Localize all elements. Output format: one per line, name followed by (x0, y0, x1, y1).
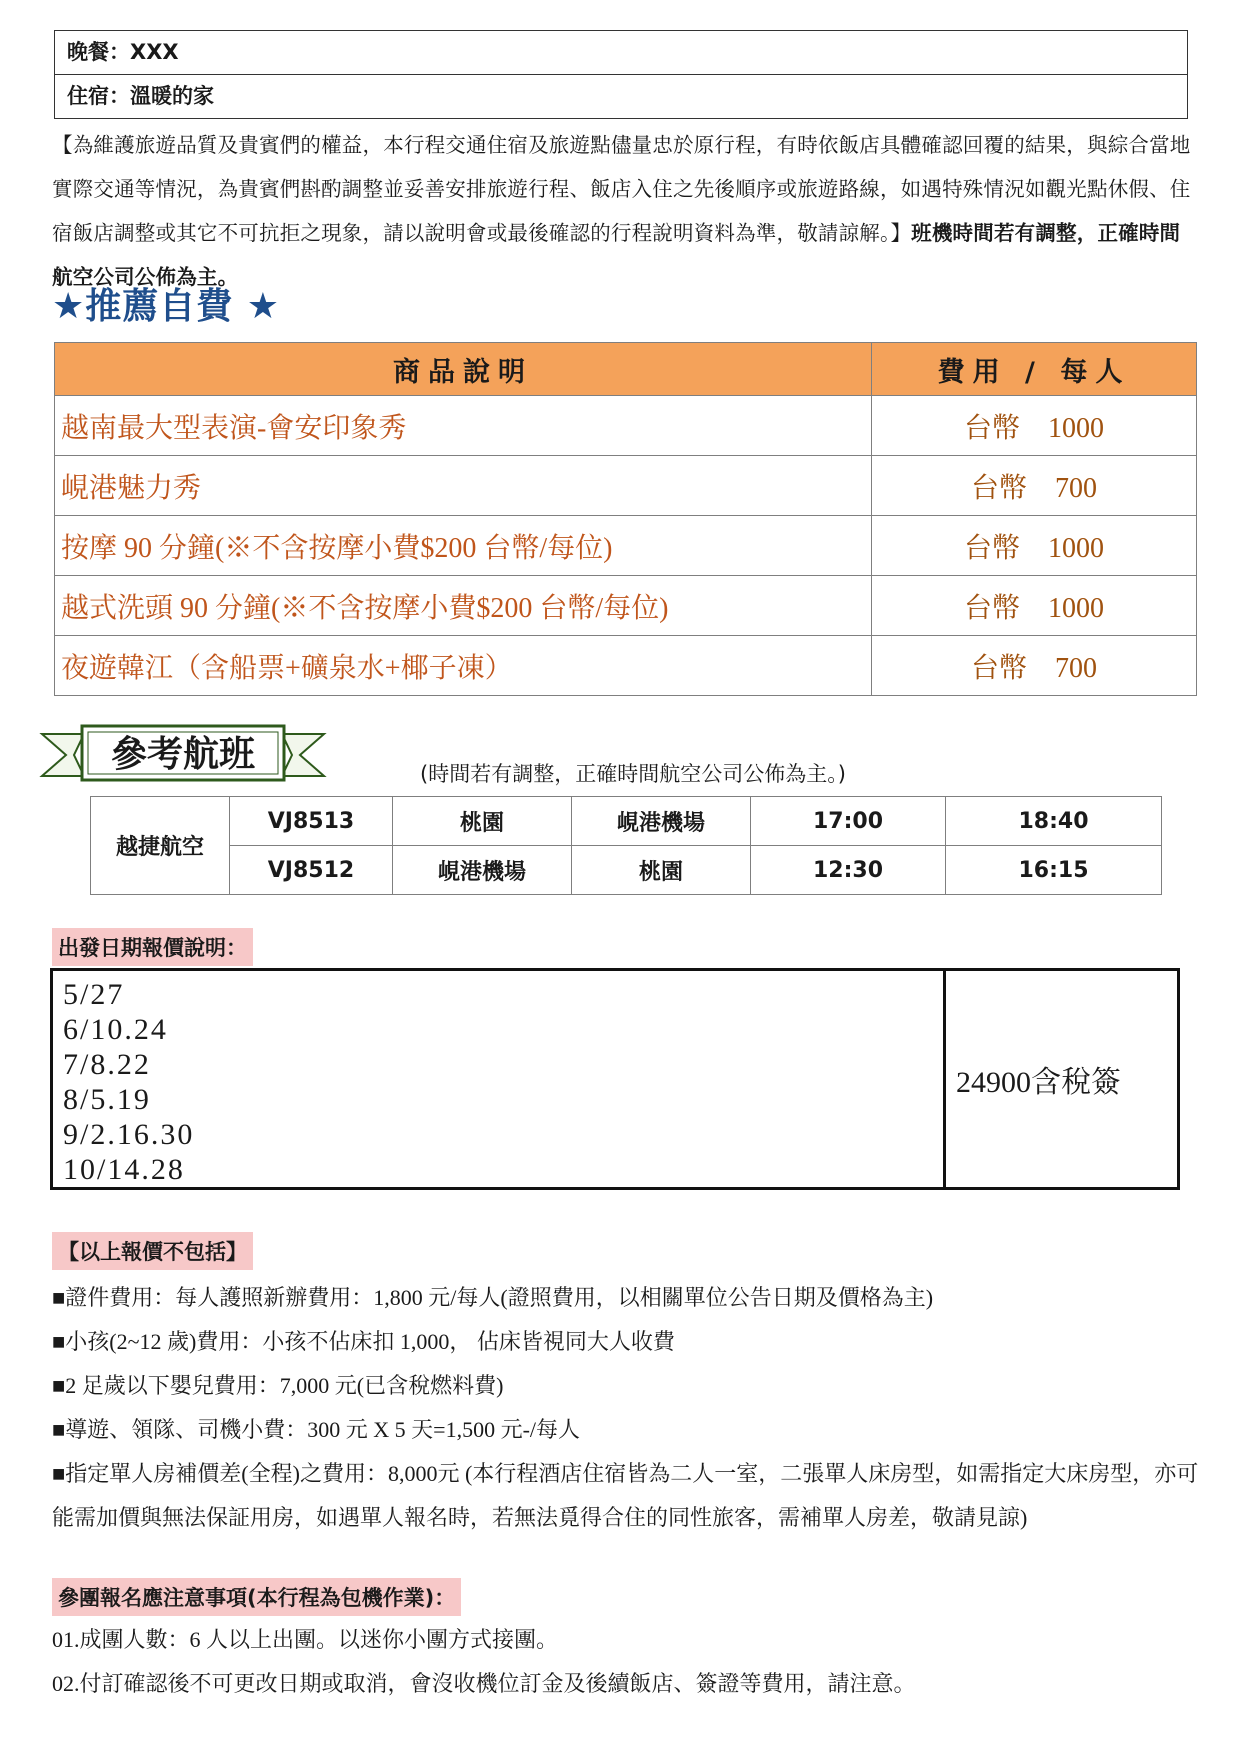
recommend-title: ★推薦自費 ★ (52, 286, 281, 327)
list-item: ■證件費用：每人護照新辦費用：1,800 元/每人(證照費用，以相關單位公告日期及價格為主) (52, 1285, 934, 1310)
table-row (52, 970, 1179, 1189)
price-value: 1000 (1048, 592, 1104, 624)
list-item: ■指定單人房補價差(全程)之費用：8,000元 (本行程酒店住宿皆為二人一室，二張單人床房型，如需指定大床房型，亦可能需加價與無法保証用房，如遇單人報名時，若無法覓得合住的同性旅客，需補單人房差，敬請見諒) (52, 1461, 1199, 1530)
list-item: ■小孩(2~12 歲)費用：小孩不佔床扣 1,000， 佔床皆視同大人收費 (52, 1329, 675, 1354)
flight-dep: 17:00 (751, 797, 946, 846)
hotel-row: 住宿：溫暖的家 (55, 74, 1187, 118)
date-item: 10/14.28 (63, 1153, 185, 1186)
flight-arr: 16:15 (946, 846, 1162, 895)
list-item: 02.付訂確認後不可更改日期或取消，會沒收機位訂金及後續飯店、簽證等費用，請注意。 (52, 1671, 916, 1696)
flight-no: VJ8513 (230, 797, 393, 846)
recommend-table (54, 342, 1197, 696)
flight-from: 峴港機場 (393, 846, 572, 895)
table-row (55, 456, 1197, 516)
item-price (872, 516, 1197, 576)
currency: 台幣 (963, 410, 1020, 444)
flight-table (90, 796, 1162, 895)
airline-name: 越捷航空 (91, 797, 230, 895)
excluded-list (52, 1276, 1202, 1540)
table-row (55, 576, 1197, 636)
flight-dep: 12:30 (751, 846, 946, 895)
flight-banner (38, 722, 328, 788)
list-item: ■導遊、領隊、司機小費：300 元 X 5 天=1,500 元-/每人 (52, 1417, 581, 1442)
itinerary-notice (52, 123, 1192, 299)
list-item: ■2 足歲以下嬰兒費用：7,000 元(已含稅燃料費) (52, 1373, 504, 1398)
date-price: 24900含稅簽 (945, 970, 1179, 1189)
notes-label: 參團報名應注意事項(本行程為包機作業)： (52, 1578, 461, 1616)
table-row (55, 396, 1197, 456)
recommend-header-row (55, 343, 1197, 396)
item-name: 夜遊韓江（含船票+礦泉水+椰子凍） (55, 636, 872, 696)
flight-note: (時間若有調整，正確時間航空公司公佈為主。) (420, 762, 846, 786)
item-price (872, 456, 1197, 516)
header-item: 商品說明 (55, 343, 872, 396)
flight-from: 桃園 (393, 797, 572, 846)
date-item: 9/2.16.30 (63, 1118, 195, 1151)
dates-table (50, 968, 1180, 1190)
item-name: 越南最大型表演-會安印象秀 (55, 396, 872, 456)
currency: 台幣 (963, 590, 1020, 624)
currency: 台幣 (970, 470, 1027, 504)
date-item: 6/10.24 (63, 1013, 168, 1046)
table-row (91, 846, 1162, 895)
item-price (872, 396, 1197, 456)
item-price (872, 636, 1197, 696)
price-value: 700 (1055, 472, 1097, 504)
header-price: 費用 / 每人 (872, 343, 1197, 396)
item-name: 越式洗頭 90 分鐘(※不含按摩小費$200 台幣/每位) (55, 576, 872, 636)
table-row (91, 797, 1162, 846)
currency: 台幣 (970, 650, 1027, 684)
meal-hotel-box (54, 30, 1188, 119)
table-row (55, 516, 1197, 576)
table-row (55, 636, 1197, 696)
notice-text: 【為維護旅遊品質及貴賓們的權益，本行程交通住宿及旅遊點儘量忠於原行程，有時依飯店具體確認回覆的結果，與綜合當地實際交通等情況，為貴賓們斟酌調整並妥善安排旅遊行程、飯店入住之先後順序或旅遊路線，如遇特殊情況如觀光點休假、住宿飯店調整或其它不可抗拒之現象，請以說明會或最後確認的行程說明資料為準，敬請諒解。】 (52, 133, 1191, 245)
notice-bold: 班機時間若有調整，正確時間航空公司公佈為主。 (52, 221, 1181, 289)
price-value: 1000 (1048, 532, 1104, 564)
price-value: 700 (1055, 652, 1097, 684)
item-name: 按摩 90 分鐘(※不含按摩小費$200 台幣/每位) (55, 516, 872, 576)
date-item: 5/27 (63, 978, 125, 1011)
flight-to: 桃園 (572, 846, 751, 895)
dinner-row: 晚餐：XXX (67, 40, 179, 64)
list-item: 01.成團人數：6 人以上出團。以迷你小團方式接團。 (52, 1627, 559, 1652)
notes-list (52, 1618, 1202, 1706)
flight-to: 峴港機場 (572, 797, 751, 846)
item-name: 峴港魅力秀 (55, 456, 872, 516)
price-value: 1000 (1048, 412, 1104, 444)
flight-arr: 18:40 (946, 797, 1162, 846)
flight-no: VJ8512 (230, 846, 393, 895)
date-item: 8/5.19 (63, 1083, 151, 1116)
item-price (872, 576, 1197, 636)
date-list (52, 970, 945, 1189)
currency: 台幣 (963, 530, 1020, 564)
dates-label: 出發日期報價說明： (52, 928, 253, 966)
flight-banner-text: 參考航班 (110, 734, 256, 775)
excluded-label: 【以上報價不包括】 (52, 1232, 253, 1270)
date-item: 7/8.22 (63, 1048, 151, 1081)
